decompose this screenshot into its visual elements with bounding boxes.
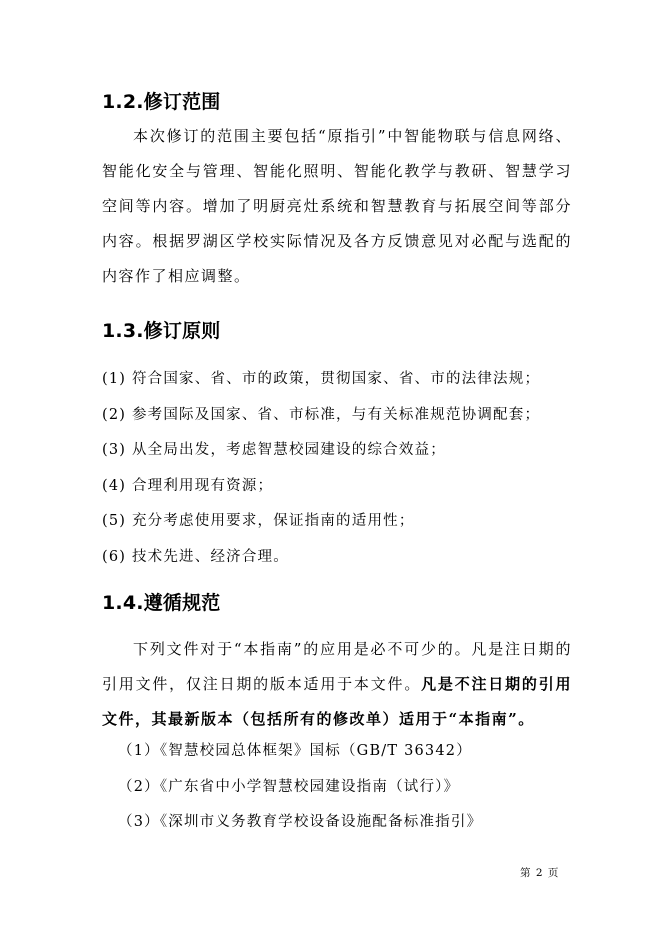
list-item: （3）《深圳市义务教育学校设备设施配备标准指引》 (118, 814, 483, 831)
list-item: （2）《广东省中小学智慧校园建设指南（试行）》 (118, 778, 460, 795)
page-number: 第 2 页 (520, 867, 560, 879)
list-item: (5) 充分考虑使用要求，保证指南的适用性； (102, 513, 415, 530)
section-heading-revision-principles: 1.3.修订原则 (102, 320, 221, 342)
list-item: (3) 从全局出发，考虑智慧校园建设的综合效益； (102, 442, 446, 459)
normative-references-paragraph (102, 632, 572, 737)
list-item: (4) 合理利用现有资源； (102, 477, 274, 494)
list-item: (6) 技术先进、经济合理。 (102, 548, 289, 565)
section-heading-normative-references: 1.4.遵循规范 (102, 592, 221, 614)
section-heading-revision-scope: 1.2.修订范围 (102, 91, 221, 113)
list-item: （1）《智慧校园总体框架》国标（GB/T 36342） (118, 743, 472, 759)
references-bold-text: 凡是不注日期的引用文件，其最新版本（包括所有的修改单）适用于“本指南”。 (102, 675, 572, 728)
revision-scope-paragraph: 本次修订的范围主要包括“原指引”中智能物联与信息网络、智能化安全与管理、智能化照明、智能化教学与教研、智慧学习空间等内容。增加了明厨亮灶系统和智慧教育与拓展空间等部分内容。根据罗湖区学校实际情况及各方反馈意见对必配与选配的内容作了相应调整。 (102, 127, 572, 285)
revision-principles-list (102, 362, 572, 576)
list-item: (2) 参考国际及国家、省、市标准，与有关标准规范协调配套； (102, 406, 541, 423)
normative-references-list (118, 734, 588, 841)
list-item: (1) 符合国家、省、市的政策，贯彻国家、省、市的法律法规； (102, 371, 541, 387)
references-intro-text: 下列文件对于“本指南”的应用是必不可少的。凡是注日期的引用文件，仅注日期的版本适用于本文件。 (102, 640, 572, 693)
